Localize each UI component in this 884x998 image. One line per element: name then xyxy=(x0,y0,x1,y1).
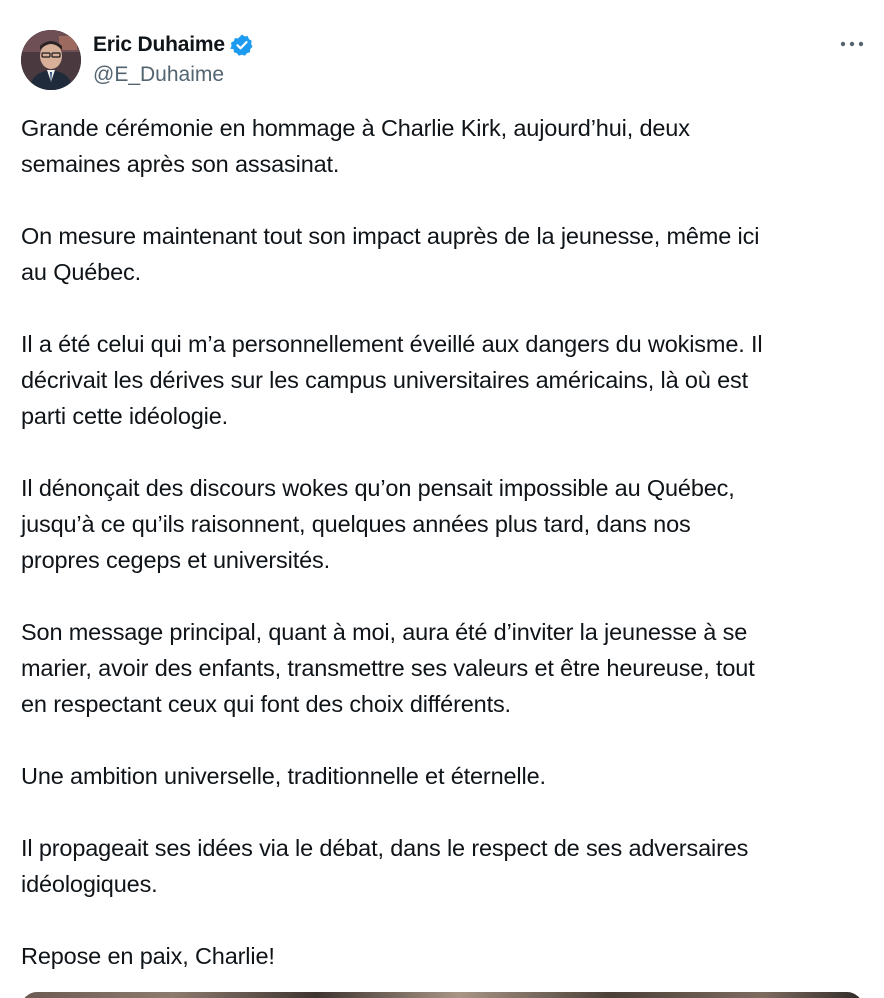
more-horizontal-icon xyxy=(840,41,864,47)
tweet-paragraph: Il a été celui qui m’a personnellement éveillé aux dangers du wokisme. Il décrivait les dérives sur les campus universitaires américains, là où est parti cette idéologie. xyxy=(21,331,763,429)
name-row xyxy=(93,30,254,60)
more-options-button[interactable] xyxy=(838,34,866,54)
tweet-paragraph: Son message principal, quant à moi, aura été d’inviter la jeunesse à se marier, avoir des enfants, transmettre ses valeurs et être heureuse, tout en respectant ceux qui font des choix différents. xyxy=(21,619,755,717)
tweet-paragraph: Grande cérémonie en hommage à Charlie Kirk, aujourd’hui, deux semaines après son assasinat. xyxy=(21,115,690,177)
avatar[interactable] xyxy=(21,30,81,90)
tweet-media-preview[interactable] xyxy=(21,992,863,998)
author-handle[interactable]: @E_Duhaime xyxy=(93,63,225,86)
tweet-paragraph: Repose en paix, Charlie! xyxy=(21,943,275,969)
tweet-paragraph: Il propageait ses idées via le débat, dans le respect de ses adversaires idéologiques. xyxy=(21,835,749,897)
tweet-paragraph: On mesure maintenant tout son impact auprès de la jeunesse, même ici au Québec. xyxy=(21,223,760,285)
author-block xyxy=(93,30,254,87)
avatar-image xyxy=(21,30,81,90)
tweet-text xyxy=(21,110,871,974)
tweet-paragraph: Une ambition universelle, traditionnelle et éternelle. xyxy=(21,763,546,789)
author-display-name[interactable]: Eric Duhaime xyxy=(93,33,225,56)
tweet-paragraph: Il dénonçait des discours wokes qu’on pensait impossible au Québec, jusqu’à ce qu’ils raisonnent, quelques années plus tard, dans nos propres cegeps et universités. xyxy=(21,475,735,573)
verified-badge-icon[interactable] xyxy=(230,33,254,57)
